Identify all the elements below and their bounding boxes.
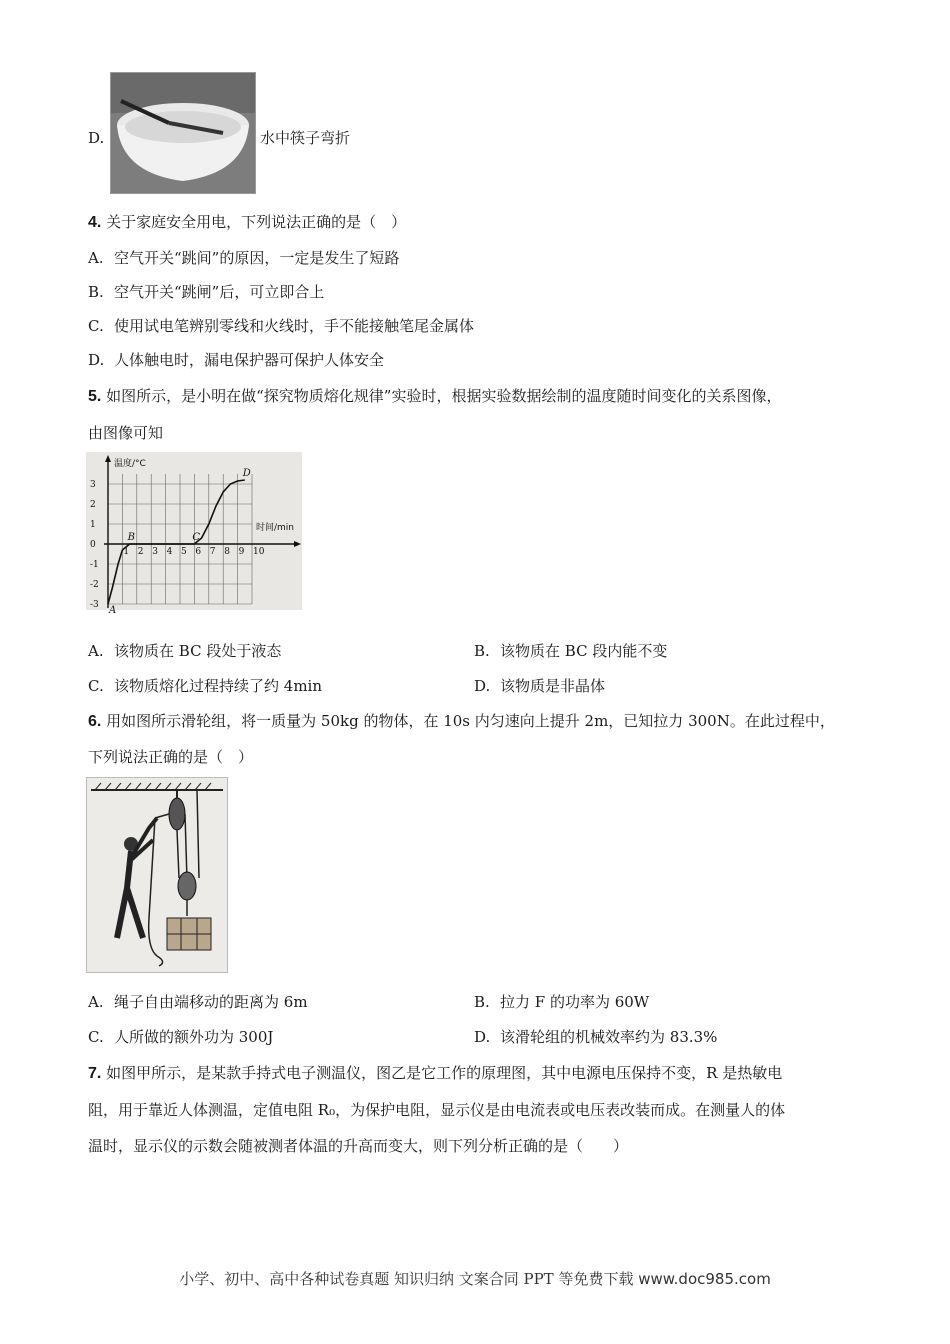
y-tick-label: -1: [90, 560, 99, 570]
y-axis-label: 温度/°C: [114, 459, 146, 469]
q4-stem-text: 关于家庭安全用电，下列说法正确的是（ ）: [106, 213, 407, 231]
q4-number: 4.: [88, 214, 102, 231]
x-tick-label: 9: [238, 547, 245, 557]
q4-stem: [88, 212, 406, 233]
q7-stem-line1: 7. 如图甲所示，是某款手持式电子测温仪，图乙是它工作的原理图，其中电源电压保持不变，R 是热敏电: [88, 1064, 783, 1082]
q4-option-a: A. 空气开关“跳间”的原因，一定是发生了短路: [88, 249, 400, 267]
q6-option-a: A. 绳子自由端移动的距离为 6m: [88, 993, 308, 1011]
x-tick-label: 2: [137, 547, 144, 557]
q5-option-a: A. 该物质在 BC 段处于液态: [88, 642, 282, 660]
q6-option-b: B. 拉力 F 的功率为 60W: [474, 993, 650, 1011]
pulley-illustration: [86, 777, 228, 973]
point-label-d: D: [242, 468, 251, 479]
x-tick-label: 4: [166, 547, 173, 557]
x-tick-label: 3: [152, 547, 158, 557]
bowl-chopstick-photo: [110, 72, 256, 194]
melting-graph: [86, 452, 302, 616]
x-tick-label: 8: [224, 547, 230, 557]
q6-stem-line1: 6. 用如图所示滑轮组，将一质量为 50kg 的物体，在 10s 内匀速向上提升 2m，已知拉力 300N。在此过程中，: [88, 712, 835, 730]
q3-option-d-text: 水中筷子弯折: [260, 129, 351, 147]
q7-stem-line2: 阻，用于靠近人体测温，定值电阻 R₀，为保护电阻，显示仪是由电流表或电压表改装而成。在测量人的体: [88, 1101, 786, 1119]
y-tick-label: 1: [90, 520, 96, 530]
q5-stem-line2: 由图像可知: [88, 424, 164, 442]
x-tick-label: 7: [209, 547, 216, 557]
x-axis-label: 时间/min: [256, 523, 295, 533]
x-tick-label: 1: [123, 547, 130, 557]
y-tick-label: 2: [90, 500, 96, 510]
y-tick-label: 0: [90, 540, 96, 550]
q6-number: 6.: [88, 713, 102, 730]
melting-graph-svg: [86, 452, 302, 616]
x-axis-arrow: [294, 541, 301, 547]
x-tick-label: 6: [195, 547, 202, 557]
page-footer: [0, 1268, 950, 1289]
q5-stem-line1: 5. 如图所示，是小明在做“探究物质熔化规律”实验时，根据实验数据绘制的温度随时间变化的关系图像，: [88, 387, 782, 405]
q6-option-c: C. 人所做的额外功为 300J: [88, 1028, 274, 1046]
y-tick-label: -3: [90, 600, 99, 610]
point-label-a: A: [109, 605, 117, 616]
y-axis-arrow: [105, 455, 111, 462]
q5-option-d: D. 该物质是非晶体: [474, 677, 606, 695]
q4-option-c: C. 使用试电笔辨别零线和火线时，手不能接触笔尾金属体: [88, 317, 475, 335]
q5-option-b: B. 该物质在 BC 段内能不变: [474, 642, 668, 660]
point-label-b: B: [127, 532, 135, 543]
point-label-c: C: [192, 532, 201, 543]
q5-option-c: C. 该物质熔化过程持续了约 4min: [88, 677, 322, 695]
q3-option-d-letter: D.: [88, 129, 105, 147]
q4-option-d: D. 人体触电时，漏电保护器可保护人体安全: [88, 351, 385, 369]
y-tick-label: 3: [90, 480, 96, 490]
q7-number: 7.: [88, 1065, 102, 1082]
x-tick-label: 10: [253, 547, 265, 557]
y-tick-label: -2: [90, 580, 99, 590]
footer-text: 小学、初中、高中各种试卷真题 知识归纳 文案合同 PPT 等免费下载: [179, 1270, 634, 1288]
q4-option-b: B. 空气开关“跳闸”后，可立即合上: [88, 283, 325, 301]
footer-url[interactable]: www.doc985.com: [638, 1270, 771, 1288]
x-tick-label: 5: [181, 547, 187, 557]
q6-stem-line2: 下列说法正确的是（ ）: [88, 748, 254, 766]
q7-stem-line3: 温时，显示仪的示数会随被测者体温的升高而变大，则下列分析正确的是（ ）: [88, 1137, 629, 1155]
q6-option-d: D. 该滑轮组的机械效率约为 83.3%: [474, 1028, 718, 1046]
q5-number: 5.: [88, 388, 102, 405]
